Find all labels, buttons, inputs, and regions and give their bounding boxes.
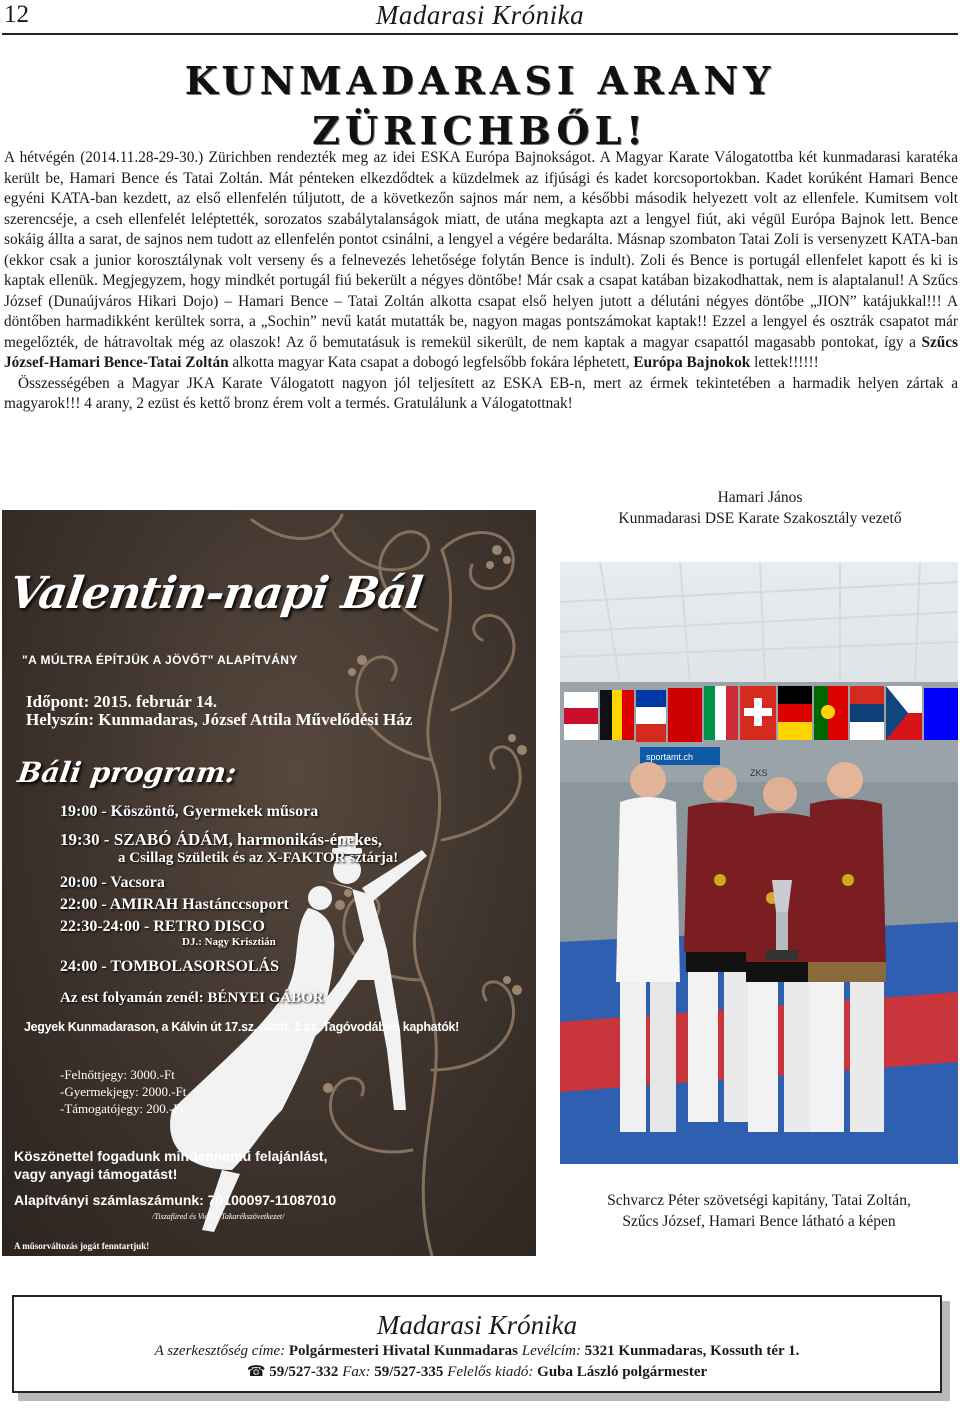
poster-music: Az est folyamán zenél: BÉNYEI GÁBOR — [60, 990, 324, 1006]
fax-label: Fax: — [338, 1364, 375, 1380]
team-photo — [560, 562, 958, 1164]
mail-value: 5321 Kunmadaras, Kossuth tér 1. — [584, 1343, 800, 1359]
poster-place: Helyszín: Kunmadaras, József Attila Művelődési Ház — [26, 710, 413, 729]
program-item-detail: DJ.: Nagy Krisztián — [182, 936, 276, 948]
fax-value: 59/527-335 — [374, 1364, 444, 1380]
poster-title: Valentin-napi Bál — [6, 568, 425, 619]
bank-account: Alapítványi számlaszámunk: 70100097-11087010 — [14, 1192, 337, 1208]
article-body — [4, 148, 958, 415]
program-item: 24:00 - TOMBOLASORSOLÁS — [60, 958, 280, 975]
program-item: 22:30-24:00 - RETRO DISCO — [60, 918, 265, 935]
phone-icon: ☎ — [246, 1364, 266, 1380]
ticket-price: -Gyermekjegy: 2000.-Ft — [60, 1084, 187, 1099]
publisher-label: Felelős kiadó: — [443, 1364, 538, 1380]
program-item: 19:30 - SZABÓ ÁDÁM, harmonikás-énekes, — [60, 830, 383, 849]
publisher-value: Guba László polgármester — [537, 1364, 708, 1380]
program-item: 22:00 - AMIRAH Hastánccsoport — [60, 896, 289, 913]
headline-line-2: ZÜRICHBŐL! — [312, 108, 648, 153]
page-header — [0, 0, 960, 34]
headline-line-1: KUNMADARASI ARANY — [184, 58, 776, 103]
poster-foundation: "A MÚLTRA ÉPÍTJÜK A JÖVŐT" ALAPÍTVÁNY — [22, 653, 298, 667]
poster-date: Időpont: 2015. február 14. — [26, 692, 217, 711]
author-name: Hamari János — [717, 489, 803, 506]
article-text: alkotta magyar Kata csapat a dobogó legfelsőbb fokára léphetett, — [228, 354, 634, 371]
address-label: A szerkesztőség címe: — [154, 1343, 289, 1359]
article-paragraph-1 — [4, 148, 958, 374]
program-item-detail: a Csillag Születik és az X-FAKTOR sztárja! — [118, 850, 399, 866]
poster-program-heading: Báli program: — [15, 756, 239, 789]
program-change-note: A műsorváltozás jogát fenntartjuk! — [14, 1241, 150, 1251]
ball-poster — [2, 510, 536, 1256]
bank-name: /Tiszafüred és Vidéke Takarékszövetkezet/ — [152, 1212, 285, 1221]
poster-thanks — [14, 1147, 327, 1183]
ticket-price: -Támogatójegy: 200.-Ft — [60, 1101, 185, 1116]
program-item: 20:00 - Vacsora — [60, 874, 165, 891]
article-text: A hétvégén (2014.11.28-29-30.) Zürichben rendezték meg az idei ESKA Európa Bajnokságot. A Magyar Karate Válogatottba két kunmadarasi karatéka került be, Hamari Bence és Tatai Zoltán. Mát pénteken elkezdődtek a küzdelmek az ifjúsági és kadet korcsoportokban. Kadet korúként Hamari Bence egyéni KATA-ban kezdett, az első ellenfelén túljutott, de a következőn sajnos már nem, a későbbi második helyezett volt az ellenfele. Kumitsem volt szerencséje, a cseh ellenfelét leléptették, sorozatos szabálytalanságok miatt, de utána megkapta azt a lengyel fiút, aki végül Európa Bajnok lett. Bence sokáig állta a sarat, de sajnos nem tudott az ellenfelén pontot csinálni, a lengyel a végére bedarálta. Másnap szombaton Tatai Zoli is versenyzett KATA-ban (ekkor csak a junior korosztálynak volt verseny és a felnevezés lehetősége folytán Bence is indult). Zoli és Bence is portugál ellenfelet kapott és ki is kaptak ellenük. Megjegyzem, hogy mindkét portugál fiú bekerült a négyes döntőbe! Már csak a csapat katában bizakodhattak, nem is alaptalanul! A Szűcs József (Dunaújváros Hikari Dojo) – Hamari Bence – Tatai Zoltán alkotta csapat első helyen jutott a délutáni négyes döntőbe „JION” katájukkal!!! A döntőben harmadikként kerültek sorra, a „Sochin” nevű katát mutatták be, nagyon magas pontszámokat kaptak!! Ezzel a lengyel és osztrák csapatot már megelőzték, de hátravoltak még az olaszok! Az ő bemutatásuk is remekül sikerült, de nem kaptak a magyar csapattól magasabb pontokat, így a — [4, 149, 958, 351]
karate-team-photo-icon — [560, 562, 958, 1164]
ticket-price: -Felnőttjegy: 3000.-Ft — [60, 1067, 175, 1082]
author-role: Kunmadarasi DSE Karate Szakosztály vezető — [618, 510, 902, 527]
article-text: lettek!!!!!! — [750, 354, 819, 371]
article-paragraph-2: Összességében a Magyar JKA Karate Válogatott nagyon jól teljesített az ESKA EB-n, mert az érmek tekintetében a harmadik helyen zártak a magyarok!!! 4 arany, 2 ezüst és kettő bronz érem volt a termés. Gratulálunk a Válogatottnak! — [4, 374, 958, 412]
photo-caption — [560, 1190, 958, 1232]
imprint-address-line — [14, 1341, 940, 1362]
thanks-line: Köszönettel fogadunk mindennemű felajánlást, — [14, 1148, 328, 1164]
author-signature — [560, 487, 960, 529]
address-value: Polgármesteri Hivatal Kunmadaras — [288, 1343, 519, 1359]
team-names: Szűcs József-Hamari Bence-Tatai Zoltán — [4, 333, 958, 371]
article-headline — [0, 56, 960, 156]
imprint-contact-line — [14, 1362, 940, 1383]
running-title: Madarasi Krónika — [375, 0, 585, 30]
header-divider — [2, 33, 958, 35]
thanks-line: vagy anyagi támogatást! — [14, 1166, 178, 1182]
imprint-title: Madarasi Krónika — [376, 1310, 578, 1340]
banner-text: sportamt.ch — [646, 752, 694, 762]
phone-value: 59/527-332 — [265, 1364, 339, 1380]
ticket-sale-info: Jegyek Kunmadarason, a Kálvin út 17.sz. alatti, 1.sz. Tagóvodában kaphatók! — [24, 1020, 460, 1034]
champions-text: Európa Bajnokok — [633, 354, 751, 371]
mail-label: Levélcím: — [518, 1343, 585, 1359]
page-number: 12 — [4, 1, 29, 28]
caption-line: Schvarcz Péter szövetségi kapitány, Tatai Zoltán, — [607, 1192, 911, 1209]
imprint-box — [12, 1295, 942, 1393]
program-item: 19:00 - Köszöntő, Gyermekek műsora — [60, 803, 319, 820]
banner-text: ZKS — [750, 768, 768, 778]
caption-line: Szűcs József, Hamari Bence látható a képen — [622, 1213, 896, 1230]
